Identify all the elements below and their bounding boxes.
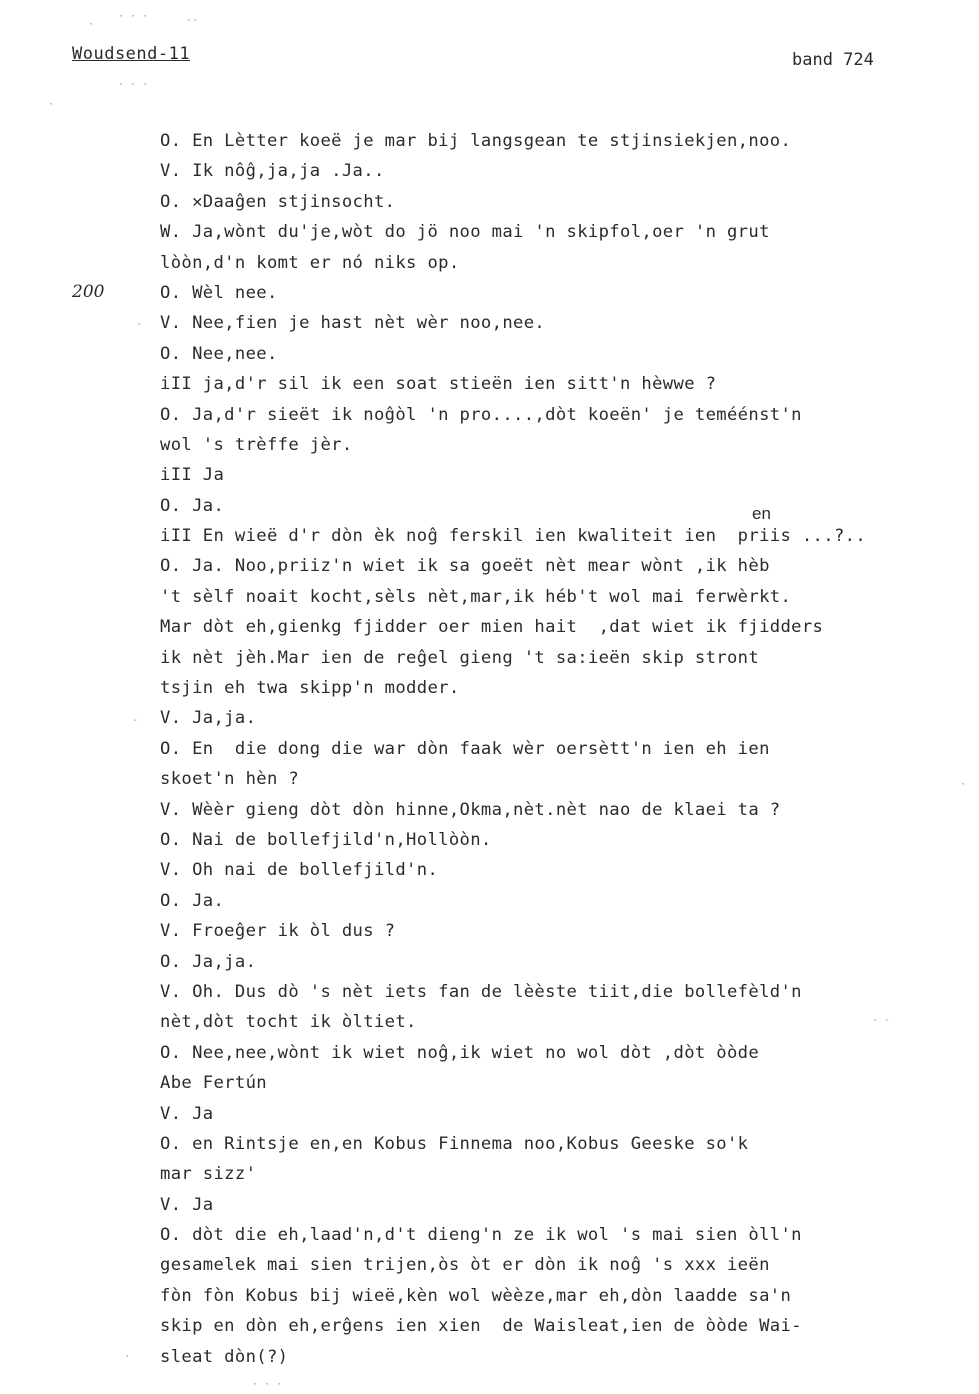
band-number: band 724 bbox=[792, 50, 874, 70]
transcript-line: sleat dòn(?) bbox=[160, 1346, 289, 1367]
transcript-line: V. Ik nôĝ,ja,ja .Ja.. bbox=[160, 161, 385, 182]
transcript-line: lòòn,d'n komt er nó niks op. bbox=[160, 252, 460, 273]
transcript-line: V. Froeĝer ik òl dus ? bbox=[160, 921, 396, 942]
paper-speck: · bbox=[136, 319, 143, 330]
transcript-line: tsjin eh twa skipp'n modder. bbox=[160, 678, 460, 699]
paper-speck: - - bbox=[872, 1015, 891, 1026]
margin-annotation: 200 bbox=[72, 282, 105, 302]
transcript-line: V. Oh. Dus dò 's nèt iets fan de lèèste tiit,die bollefèld'n bbox=[160, 981, 802, 1002]
transcript-line: skip en dòn eh,erĝens ien xien de Waisleat,ien de òòde Wai- bbox=[160, 1316, 802, 1337]
paper-speck: - bbox=[132, 715, 139, 726]
transcript-line: O. Nee,nee. bbox=[160, 343, 278, 364]
paper-speck: · · · bbox=[118, 79, 149, 90]
transcript-line: O. En Lètter koeë je mar bij langsgean te stjinsiekjen,noo. bbox=[160, 131, 792, 151]
transcript-line: O. Ja. Noo,priiz'n wiet ik sa goeët nèt mear wònt ,ik hèb bbox=[160, 556, 770, 577]
transcript-line: 't sèlf noait kocht,sèls nèt,mar,ik héb't wol mai ferwèrkt. bbox=[160, 586, 792, 607]
transcript-line: Mar dòt eh,gienkg fjidder oer mien hait ,dat wiet ik fjidders bbox=[160, 617, 824, 638]
transcript-body bbox=[160, 126, 975, 1372]
paper-speck: · bbox=[960, 779, 967, 790]
transcript-line: V. Nee,fien je hast nèt wèr noo,nee. bbox=[160, 313, 546, 334]
paper-speck: · · · bbox=[118, 11, 149, 22]
transcript-line: wol 's trèffe jèr. bbox=[160, 434, 353, 455]
transcript-line: O. Ja. bbox=[160, 495, 225, 516]
transcript-line: O. dòt die eh,laad'n,d't dieng'n ze ik wol 's mai sien òll'n bbox=[160, 1225, 802, 1246]
header-title-text: Woudsend-11 bbox=[72, 44, 191, 64]
transcript-line: V. Wèèr gieng dòt dòn hinne,Okma,nèt.nèt nao de klaei ta ? bbox=[160, 799, 781, 820]
paper-speck: · bbox=[124, 1351, 131, 1362]
transcript-line: O. Ja,ja. bbox=[160, 951, 257, 972]
transcript-line: O. Wèl nee. bbox=[160, 282, 278, 303]
transcript-line: O. En die dong die war dòn faak wèr oersètt'n ien eh ien bbox=[160, 738, 770, 759]
paper-speck: · bbox=[48, 99, 55, 110]
transcript-line: iII ja,d'r sil ik een soat stieën ien sitt'n hèwwe ? bbox=[160, 374, 717, 395]
transcript-line: O. Ja. bbox=[160, 890, 225, 911]
transcript-line: O. Nai de bollefjild'n,Hollòòn. bbox=[160, 829, 492, 850]
transcript-line: skoet'n hèn ? bbox=[160, 769, 300, 790]
paper-speck: · bbox=[88, 19, 95, 30]
transcript-line: Abe Fertún bbox=[160, 1073, 267, 1094]
transcript-line: fòn fòn Kobus bij wieë,kèn wol wèèze,mar eh,dòn laadde sa'n bbox=[160, 1285, 792, 1306]
transcript-line: iII Ja bbox=[160, 465, 225, 486]
transcript-line: O. Nee,nee,wònt ik wiet noĝ,ik wiet no wol dòt ,dòt òòde bbox=[160, 1042, 760, 1063]
paper-speck: · · · bbox=[252, 1379, 283, 1390]
transcript-line: V. Oh nai de bollefjild'n. bbox=[160, 860, 439, 881]
transcript-line: V. Ja bbox=[160, 1103, 214, 1124]
transcript-line: O. ✕Daaĝen stjinsocht. bbox=[160, 191, 396, 212]
transcript-line: ik nèt jèh.Mar ien de reĝel gieng 't sa:ieën skip stront bbox=[160, 647, 760, 668]
paper-speck: ·· bbox=[186, 15, 199, 26]
interlinear-insertion: en bbox=[752, 504, 771, 523]
transcript-line: O. Ja,d'r sieët ik noĝòl 'n pro....,dòt koeën' je teméénst'n bbox=[160, 404, 802, 425]
transcript-line: V. Ja bbox=[160, 1194, 214, 1215]
transcript-line: mar sizz' bbox=[160, 1164, 257, 1185]
transcript-line: W. Ja,wònt du'je,wòt do jö noo mai 'n skipfol,oer 'n grut bbox=[160, 222, 770, 243]
transcript-line: iII En wieë d'r dòn èk noĝ ferskil ien kwaliteit ien priis ...?.. bbox=[160, 526, 867, 547]
transcript-line: V. Ja,ja. bbox=[160, 708, 257, 729]
transcript-line: nèt,dòt tocht ik òltiet. bbox=[160, 1012, 417, 1033]
header-title bbox=[72, 44, 190, 64]
transcript-line: gesamelek mai sien trijen,òs òt er dòn ik noĝ 's xxx ieën bbox=[160, 1255, 770, 1276]
transcript-line: O. en Rintsje en,en Kobus Finnema noo,Kobus Geeske so'k bbox=[160, 1133, 749, 1154]
